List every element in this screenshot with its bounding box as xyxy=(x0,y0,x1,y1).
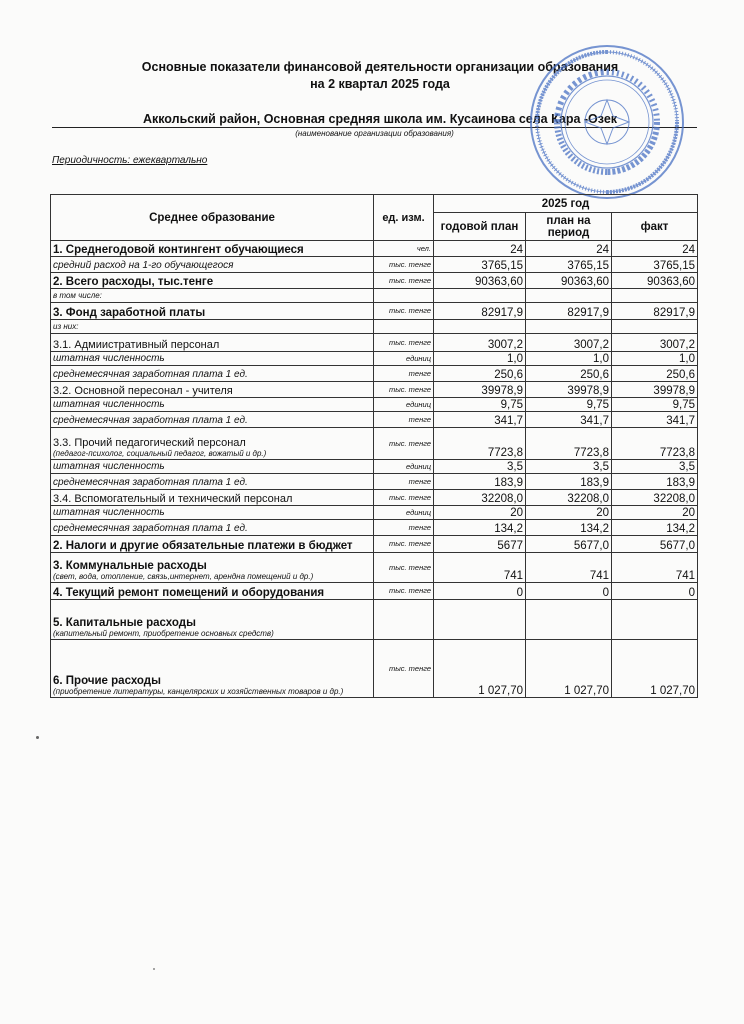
cell-period: 20 xyxy=(526,506,612,520)
row-label-text: среднемесячная заработная плата 1 ед. xyxy=(53,369,248,380)
table-row xyxy=(51,303,698,320)
row-label-note: (капительный ремонт, приобретение основных средств) xyxy=(53,629,274,638)
table-row xyxy=(51,490,698,506)
table-row xyxy=(51,460,698,474)
row-label xyxy=(51,366,374,382)
row-label-text: из них: xyxy=(53,322,79,331)
row-label-text: среднемесячная заработная плата 1 ед. xyxy=(53,477,248,488)
cell-annual: 741 xyxy=(434,553,526,583)
row-label-text: штатная численность xyxy=(53,399,165,410)
row-label-text: штатная численность xyxy=(53,353,165,364)
cell-period: 82917,9 xyxy=(526,303,612,320)
row-label xyxy=(51,460,374,474)
row-label-text: 1. Среднегодовой контингент обучающиеся xyxy=(53,244,304,256)
cell-annual: 0 xyxy=(434,583,526,600)
cell-fact: 3765,15 xyxy=(612,257,698,273)
row-label xyxy=(51,257,374,273)
table-row xyxy=(51,241,698,257)
row-label xyxy=(51,506,374,520)
scan-speck xyxy=(36,736,39,739)
cell-annual: 5677 xyxy=(434,536,526,553)
cell-period: 250,6 xyxy=(526,366,612,382)
cell-annual: 90363,60 xyxy=(434,273,526,289)
table-row xyxy=(51,520,698,536)
cell-fact: 7723,8 xyxy=(612,428,698,460)
cell-fact: 3007,2 xyxy=(612,334,698,352)
cell-annual: 134,2 xyxy=(434,520,526,536)
organization-caption: (наименование организации образования) xyxy=(295,129,454,138)
row-label xyxy=(51,490,374,506)
table-row xyxy=(51,506,698,520)
row-unit: чел. xyxy=(374,241,434,257)
row-label-text: 4. Текущий ремонт помещений и оборудования xyxy=(53,587,325,599)
row-unit: тыс. тенге xyxy=(374,428,434,460)
row-label xyxy=(51,600,374,640)
cell-annual: 32208,0 xyxy=(434,490,526,506)
row-label-text: 3. Фонд заработной платы xyxy=(53,307,206,319)
row-unit xyxy=(374,600,434,640)
row-label xyxy=(51,553,374,583)
cell-annual xyxy=(434,320,526,334)
table-row xyxy=(51,536,698,553)
header-year: 2025 год xyxy=(434,195,698,213)
row-unit: тыс. тенге xyxy=(374,536,434,553)
cell-annual: 3,5 xyxy=(434,460,526,474)
table-row xyxy=(51,382,698,398)
row-unit: тыс. тенге xyxy=(374,583,434,600)
row-unit: тыс. тенге xyxy=(374,303,434,320)
row-label xyxy=(51,398,374,412)
table-row xyxy=(51,600,698,640)
cell-annual: 1,0 xyxy=(434,352,526,366)
cell-fact: 20 xyxy=(612,506,698,520)
cell-fact xyxy=(612,289,698,303)
cell-fact: 1 027,70 xyxy=(612,640,698,698)
row-label-text: штатная численность xyxy=(53,507,165,518)
cell-annual: 250,6 xyxy=(434,366,526,382)
row-unit: тенге xyxy=(374,520,434,536)
row-label-text: 3.4. Вспомогательный и технический персонал xyxy=(53,493,293,505)
header-section: Среднее образование xyxy=(51,195,374,241)
cell-annual: 341,7 xyxy=(434,412,526,428)
cell-fact: 39978,9 xyxy=(612,382,698,398)
row-label-text: 2. Всего расходы, тыс.тенге xyxy=(53,276,214,288)
cell-fact: 32208,0 xyxy=(612,490,698,506)
row-unit: тыс. тенге xyxy=(374,257,434,273)
row-unit: тыс. тенге xyxy=(374,273,434,289)
table-row xyxy=(51,273,698,289)
periodicity-label: Периодичность: ежеквартально xyxy=(52,155,208,166)
cell-period: 183,9 xyxy=(526,474,612,490)
cell-fact: 183,9 xyxy=(612,474,698,490)
row-label xyxy=(51,320,374,334)
row-unit xyxy=(374,289,434,303)
cell-period: 24 xyxy=(526,241,612,257)
table-row xyxy=(51,583,698,600)
row-unit: тенге xyxy=(374,474,434,490)
table-body xyxy=(51,241,698,698)
row-unit: тыс. тенге xyxy=(374,490,434,506)
row-label xyxy=(51,474,374,490)
row-label-text: средний расход на 1-го обучающегося xyxy=(53,260,234,271)
cell-period: 3765,15 xyxy=(526,257,612,273)
report-period-title: на 2 квартал 2025 года xyxy=(310,77,450,91)
row-label xyxy=(51,412,374,428)
row-unit: единиц xyxy=(374,506,434,520)
header-annual-plan: годовой план xyxy=(434,213,526,241)
cell-period xyxy=(526,320,612,334)
row-unit: тыс. тенге xyxy=(374,334,434,352)
cell-period: 341,7 xyxy=(526,412,612,428)
row-label-text: 3.3. Прочий педагогический персонал xyxy=(53,437,246,449)
cell-annual: 24 xyxy=(434,241,526,257)
row-label xyxy=(51,382,374,398)
row-label xyxy=(51,334,374,352)
row-label xyxy=(51,352,374,366)
row-label-note: (приобретение литературы, канцелярских и хозяйственных товаров и др.) xyxy=(53,687,344,696)
cell-annual: 7723,8 xyxy=(434,428,526,460)
row-label-text: среднемесячная заработная плата 1 ед. xyxy=(53,523,248,534)
row-unit: тенге xyxy=(374,412,434,428)
cell-fact: 250,6 xyxy=(612,366,698,382)
row-unit: единиц xyxy=(374,460,434,474)
row-label-text: 5. Капитальные расходы xyxy=(53,617,196,629)
cell-fact: 82917,9 xyxy=(612,303,698,320)
row-label-note: (педагог-психолог, социальный педагог, вожатый и др.) xyxy=(53,449,267,458)
row-label xyxy=(51,289,374,303)
row-label-text: среднемесячная заработная плата 1 ед. xyxy=(53,415,248,426)
report-title: Основные показатели финансовой деятельности организации образования xyxy=(141,60,619,74)
cell-annual: 3765,15 xyxy=(434,257,526,273)
cell-period: 1,0 xyxy=(526,352,612,366)
cell-fact: 741 xyxy=(612,553,698,583)
cell-annual: 9,75 xyxy=(434,398,526,412)
row-unit: тыс. тенге xyxy=(374,640,434,698)
cell-period: 7723,8 xyxy=(526,428,612,460)
table-row xyxy=(51,257,698,273)
row-label-text: 6. Прочие расходы xyxy=(53,675,161,687)
cell-period: 32208,0 xyxy=(526,490,612,506)
cell-annual: 1 027,70 xyxy=(434,640,526,698)
row-label-text: штатная численность xyxy=(53,461,165,472)
table-row xyxy=(51,334,698,352)
cell-period xyxy=(526,289,612,303)
header-fact: факт xyxy=(612,213,698,241)
table-row xyxy=(51,320,698,334)
row-label xyxy=(51,273,374,289)
cell-fact: 134,2 xyxy=(612,520,698,536)
table-row xyxy=(51,398,698,412)
row-label xyxy=(51,241,374,257)
cell-annual xyxy=(434,289,526,303)
row-label-text: 3. Коммунальные расходы xyxy=(53,560,207,572)
row-label-note: (свет, вода, отопление, связь,интернет, арендна помещений и др.) xyxy=(53,572,314,581)
row-label-text: в том числе: xyxy=(53,291,102,300)
header-period-plan: план на период xyxy=(526,213,612,241)
row-unit: тенге xyxy=(374,366,434,382)
row-unit xyxy=(374,320,434,334)
cell-fact: 24 xyxy=(612,241,698,257)
cell-period: 39978,9 xyxy=(526,382,612,398)
cell-annual: 82917,9 xyxy=(434,303,526,320)
row-label-text: 2. Налоги и другие обязательные платежи в бюджет xyxy=(53,540,353,552)
row-label xyxy=(51,428,374,460)
cell-fact: 0 xyxy=(612,583,698,600)
cell-fact xyxy=(612,320,698,334)
cell-annual xyxy=(434,600,526,640)
row-label xyxy=(51,583,374,600)
row-unit: единиц xyxy=(374,398,434,412)
cell-period xyxy=(526,600,612,640)
table-row xyxy=(51,474,698,490)
cell-period: 134,2 xyxy=(526,520,612,536)
cell-period: 741 xyxy=(526,553,612,583)
cell-fact xyxy=(612,600,698,640)
table-row xyxy=(51,428,698,460)
table-row xyxy=(51,640,698,698)
table-row xyxy=(51,352,698,366)
header-unit: ед. изм. xyxy=(374,195,434,241)
official-stamp-icon xyxy=(527,42,687,202)
row-label xyxy=(51,303,374,320)
row-unit: тыс. тенге xyxy=(374,382,434,398)
cell-period: 0 xyxy=(526,583,612,600)
scan-speck xyxy=(153,968,155,970)
cell-annual: 20 xyxy=(434,506,526,520)
row-label xyxy=(51,536,374,553)
row-unit: тыс. тенге xyxy=(374,553,434,583)
table-row xyxy=(51,553,698,583)
cell-annual: 3007,2 xyxy=(434,334,526,352)
financial-indicators-table xyxy=(50,194,698,698)
cell-period: 1 027,70 xyxy=(526,640,612,698)
cell-period: 5677,0 xyxy=(526,536,612,553)
row-label xyxy=(51,640,374,698)
cell-period: 3,5 xyxy=(526,460,612,474)
table-row xyxy=(51,289,698,303)
cell-fact: 9,75 xyxy=(612,398,698,412)
row-label-text: 3.2. Основной пересонал - учителя xyxy=(53,385,233,397)
organization-name: Аккольский район, Основная средняя школа им. Кусаинова села Кара -Озек xyxy=(142,112,618,126)
cell-fact: 5677,0 xyxy=(612,536,698,553)
cell-period: 9,75 xyxy=(526,398,612,412)
table-row xyxy=(51,412,698,428)
cell-period: 90363,60 xyxy=(526,273,612,289)
cell-fact: 3,5 xyxy=(612,460,698,474)
table-row xyxy=(51,366,698,382)
cell-period: 3007,2 xyxy=(526,334,612,352)
cell-annual: 183,9 xyxy=(434,474,526,490)
cell-annual: 39978,9 xyxy=(434,382,526,398)
cell-fact: 90363,60 xyxy=(612,273,698,289)
row-label-text: 3.1. Адмиистративный персонал xyxy=(53,339,220,351)
row-unit: единиц xyxy=(374,352,434,366)
cell-fact: 341,7 xyxy=(612,412,698,428)
cell-fact: 1,0 xyxy=(612,352,698,366)
row-label xyxy=(51,520,374,536)
